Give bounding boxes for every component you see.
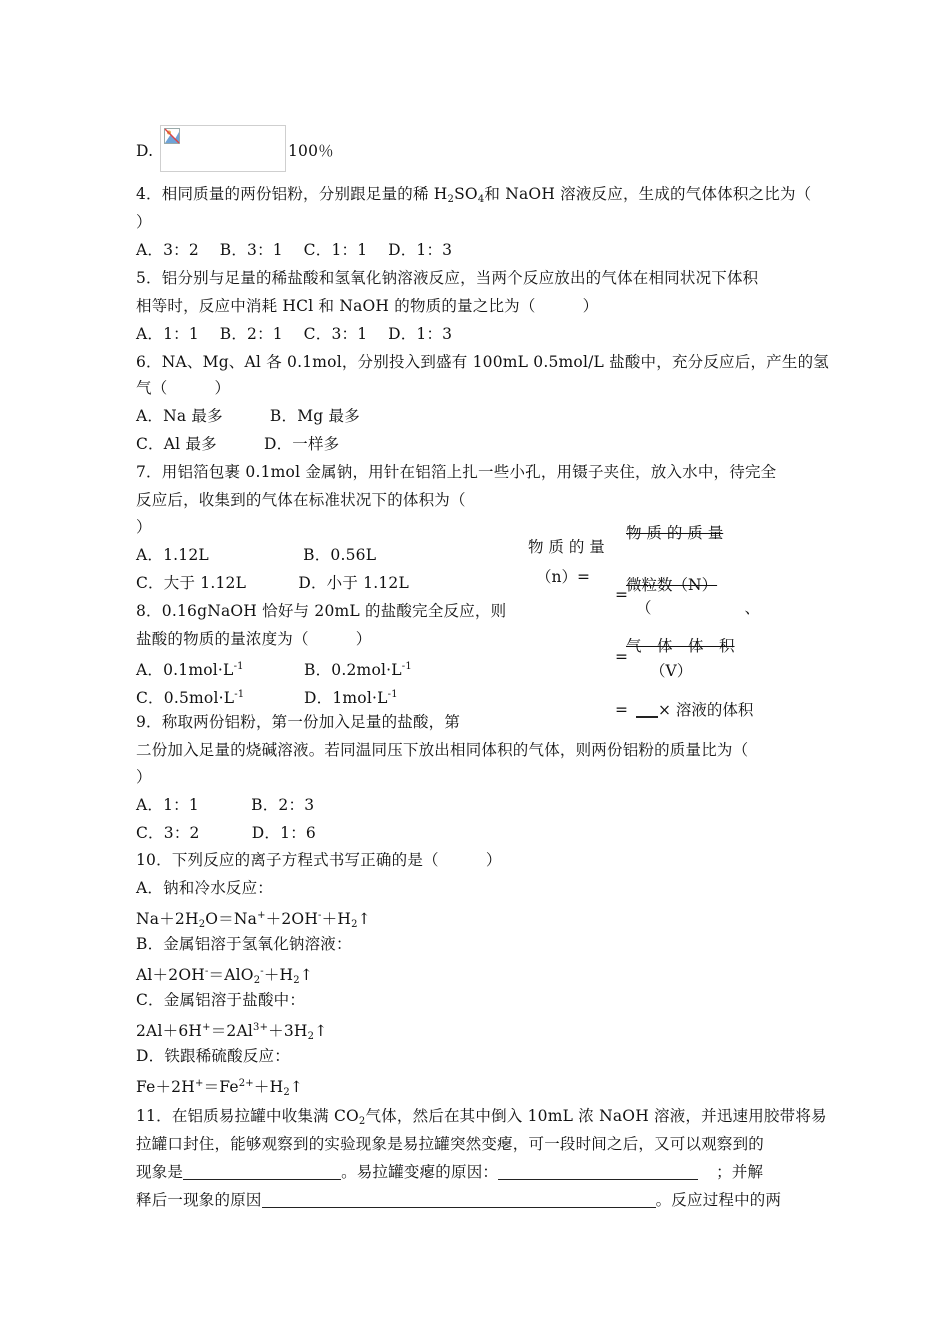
q3-option-d-label: D. bbox=[136, 142, 154, 160]
formula-particle-term: 微粒数（N） bbox=[626, 576, 718, 594]
q9-line2: 二份加入足量的烧碱溶液。若同温同压下放出相同体积的气体，则两份铝粉的质量比为（ bbox=[136, 741, 749, 759]
answer-blank-1[interactable] bbox=[183, 1163, 341, 1180]
q8-option-d: D．$1mol\cdot L^{-1}$ bbox=[304, 689, 398, 707]
formula-blank bbox=[636, 702, 658, 718]
formula-gas-cut: （V） bbox=[650, 662, 693, 680]
q9-close: ） bbox=[136, 768, 152, 786]
q8-line2: 盐酸的物质的量浓度为（ ） bbox=[136, 630, 372, 648]
q5-line2: 相等时，反应中消耗 HCl 和 NaOH 的物质的量之比为（ ） bbox=[136, 297, 599, 315]
formula-solution-term: × 溶液的体积 bbox=[636, 700, 753, 720]
q6-line1: 6．NA、Mg、Al 各 0.1mol，分别投入到盛有 100mL 0.5mol/L 盐酸中，充分反应后，产生的氢 bbox=[136, 353, 829, 371]
broken-image-icon bbox=[164, 128, 180, 144]
q5-line1: 5．铝分别与足量的稀盐酸和氢氧化钠溶液反应，当两个反应放出的气体在相同状况下体积 bbox=[136, 269, 759, 287]
q6-options-cd: C．Al 最多 D．一样多 bbox=[136, 435, 340, 453]
q8-line1: 8．0.16gNaOH 恰好与 20mL 的盐酸完全反应，则 bbox=[136, 602, 507, 620]
q9-line1: 9．称取两份铝粉，第一份加入足量的盐酸，第 bbox=[136, 713, 461, 731]
formula-mass-term: 物 质 的 质 量 bbox=[626, 524, 724, 542]
q5-options: A．1：1 B．2：1 C．3：1 D．1：3 bbox=[136, 325, 453, 343]
q11-line3: 现象是 。易拉罐变瘪的原因： ；并解 bbox=[136, 1163, 764, 1181]
q4-options: A．3：2 B．3：1 C．1：1 D．1：3 bbox=[136, 241, 453, 259]
q7-options-ab: A．1.12L B．0.56L bbox=[136, 546, 377, 564]
q8-option-c: C．$0.5mol\cdot L^{-1}$ bbox=[136, 689, 245, 707]
q8-option-a: A．$0.1mol\cdot L^{-1}$ bbox=[136, 661, 244, 679]
q7-close: ） bbox=[136, 518, 152, 536]
q8-option-b: B．$0.2mol\cdot L^{-1}$ bbox=[304, 661, 412, 679]
formula-eq-2: = bbox=[615, 586, 628, 604]
formula-eq-4: = bbox=[615, 701, 628, 719]
answer-blank-3[interactable] bbox=[262, 1191, 656, 1208]
q7-line2: 反应后，收集到的气体在标准状况下的体积为（ bbox=[136, 491, 466, 509]
q6-line2: 气（ ） bbox=[136, 379, 231, 397]
broken-image-placeholder bbox=[160, 125, 286, 172]
q10-option-c-equation: $2Al+6H^+=2Al^{3+}+3H_2↑$ bbox=[136, 1022, 328, 1042]
q9-options-cd: C．3：2 D．1：6 bbox=[136, 824, 316, 842]
formula-eq-3: = bbox=[615, 648, 628, 666]
q3-option-d bbox=[136, 141, 153, 161]
q3-option-d-suffix: 100％ bbox=[288, 142, 334, 160]
q6-options-ab: A．Na 最多 B．Mg 最多 bbox=[136, 407, 360, 425]
q4-close: ） bbox=[136, 213, 152, 231]
q7-line1: 7．用铝箔包裹 0.1mol 金属钠，用针在铝箔上扎一些小孔，用镊子夹住，放入水中，待完全 bbox=[136, 463, 777, 481]
q11-line4: 释后一现象的原因 。反应过程中的两 bbox=[136, 1191, 782, 1209]
answer-blank-2[interactable] bbox=[498, 1163, 698, 1180]
q11-line2: 拉罐口封住，能够观察到的实验现象是易拉罐突然变瘪，可一段时间之后，又可以观察到的 bbox=[136, 1135, 765, 1153]
q10-option-d-label: D．铁跟稀硫酸反应： bbox=[136, 1047, 290, 1065]
q10-option-a-equation: $Na+2H_2O=Na^++2OH^-+H_2↑$ bbox=[136, 910, 371, 930]
q4-stem: 4．相同质量的两份铝粉，分别跟足量的稀 $H_2SO_4$和 NaOH 溶液反应，生成的气体体积之比为（ bbox=[136, 185, 812, 205]
formula-lhs-symbol: （n）= bbox=[536, 568, 590, 586]
q10-option-c-label: C．金属铝溶于盐酸中： bbox=[136, 991, 306, 1009]
q7-options-cd: C．大于 1.12L D．小于 1.12L bbox=[136, 574, 409, 592]
q10-option-d-equation: $Fe+2H^+=Fe^{2+}+H_2↑$ bbox=[136, 1078, 304, 1098]
formula-gas-term: 气 体 体 积 bbox=[626, 637, 735, 655]
formula-lhs: 物 质 的 量 bbox=[528, 538, 605, 556]
formula-particle-cut: （ 、 bbox=[636, 599, 761, 617]
q10-stem: 10．下列反应的离子方程式书写正确的是（ ） bbox=[136, 851, 502, 869]
q11-line1: 11．在铝质易拉罐中收集满 $CO_2$气体，然后在其中倒入 10mL 浓 NaOH 溶液，并迅速用胶带将易 bbox=[136, 1107, 827, 1127]
q10-option-b-label: B．金属铝溶于氢氧化钠溶液： bbox=[136, 935, 352, 953]
q9-options-ab: A．1：1 B．2：3 bbox=[136, 796, 315, 814]
q10-option-b-equation: $Al+2OH^-=AlO_2^-+H_2↑$ bbox=[136, 966, 314, 986]
q10-option-a-label: A．钠和冷水反应： bbox=[136, 879, 273, 897]
